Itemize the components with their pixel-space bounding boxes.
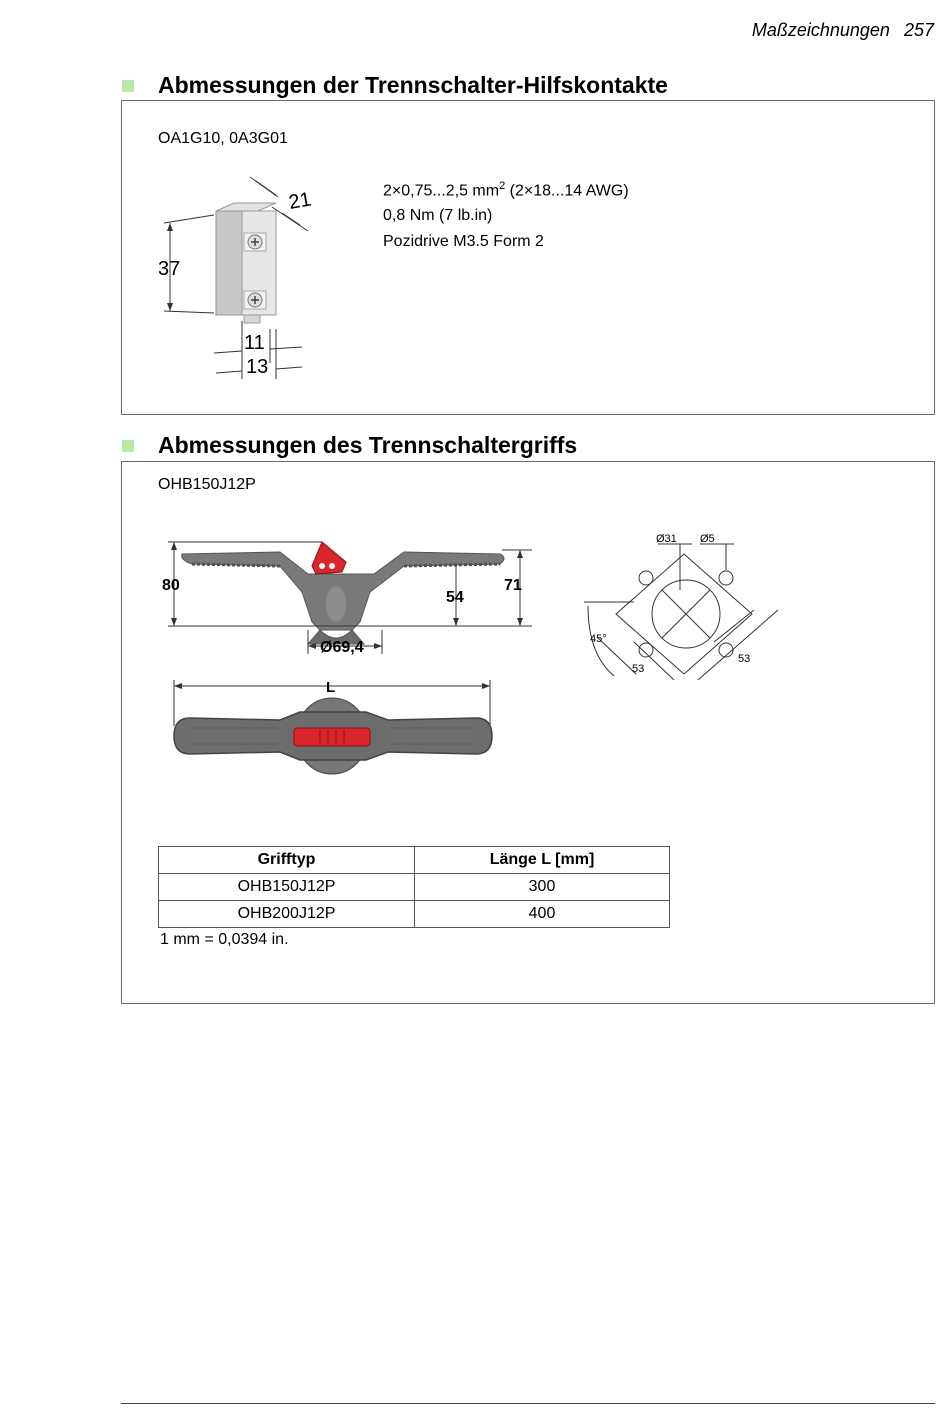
handle-box — [121, 461, 935, 1004]
dim-angle: 45° — [590, 633, 607, 645]
handle-top-view — [170, 676, 496, 780]
dim-spacing-left: 53 — [632, 663, 645, 675]
aux-contact-body — [216, 203, 276, 323]
section-title: Abmessungen des Trennschaltergriffs — [158, 432, 578, 458]
dim-length-label: L — [326, 679, 336, 696]
section-title: Abmessungen der Trennschalter-Hilfskontakte — [158, 72, 668, 98]
table-cell-length: 300 — [415, 874, 670, 901]
dim-center-diameter: Ø31 — [656, 533, 677, 545]
dim-base-diameter: Ø69,4 — [320, 639, 364, 656]
dim-mid-height: 54 — [446, 589, 464, 606]
wire-spec-awg: (2×18...14 AWG) — [505, 182, 629, 200]
aux-contact-drawing — [152, 173, 342, 383]
table-row — [159, 901, 670, 928]
dim-width-outer-label: 13 — [246, 356, 269, 378]
table-row — [159, 874, 670, 901]
dim-height-label: 37 — [158, 258, 181, 280]
dim-width-inner-label: 11 — [244, 332, 265, 354]
drilling-pattern-drawing — [574, 530, 784, 698]
section-heading-aux-contacts — [122, 72, 668, 99]
table-header-type: Grifftyp — [159, 847, 415, 874]
dim-hole-diameter: Ø5 — [700, 533, 715, 545]
handle-side-view — [152, 526, 542, 656]
footer-rule — [121, 1403, 935, 1404]
running-head — [752, 20, 934, 41]
heading-bullet — [122, 440, 134, 452]
heading-bullet — [122, 80, 134, 92]
torque-spec: 0,8 Nm (7 lb.in) — [383, 207, 493, 224]
page-number: 257 — [903, 20, 934, 40]
wire-spec — [383, 180, 629, 200]
handle-model-label: OHB150J12P — [158, 476, 256, 493]
handle-top-shape — [174, 698, 492, 774]
table-cell-length: 400 — [415, 901, 670, 928]
handle-length-table — [158, 846, 670, 928]
unit-conversion-note: 1 mm = 0,0394 in. — [160, 931, 289, 948]
table-header-row — [159, 847, 670, 874]
table-cell-type: OHB150J12P — [159, 874, 415, 901]
dim-total-height: 80 — [162, 577, 180, 594]
wire-spec-text: 2×0,75...2,5 mm — [383, 182, 500, 200]
table-header-length: Länge L [mm] — [415, 847, 670, 874]
dim-spacing-right: 53 — [738, 653, 751, 665]
aux-contacts-box — [121, 100, 935, 415]
screw-spec: Pozidrive M3.5 Form 2 — [383, 233, 544, 250]
model-label: OA1G10, 0A3G01 — [158, 130, 288, 147]
running-head-section: Maßzeichnungen — [751, 20, 890, 40]
dim-right-height: 71 — [504, 577, 522, 594]
wire-spec-superscript: 2 — [499, 180, 506, 192]
table-cell-type: OHB200J12P — [159, 901, 415, 928]
section-heading-handle — [122, 432, 577, 459]
dim-depth-label: 21 — [287, 188, 313, 214]
